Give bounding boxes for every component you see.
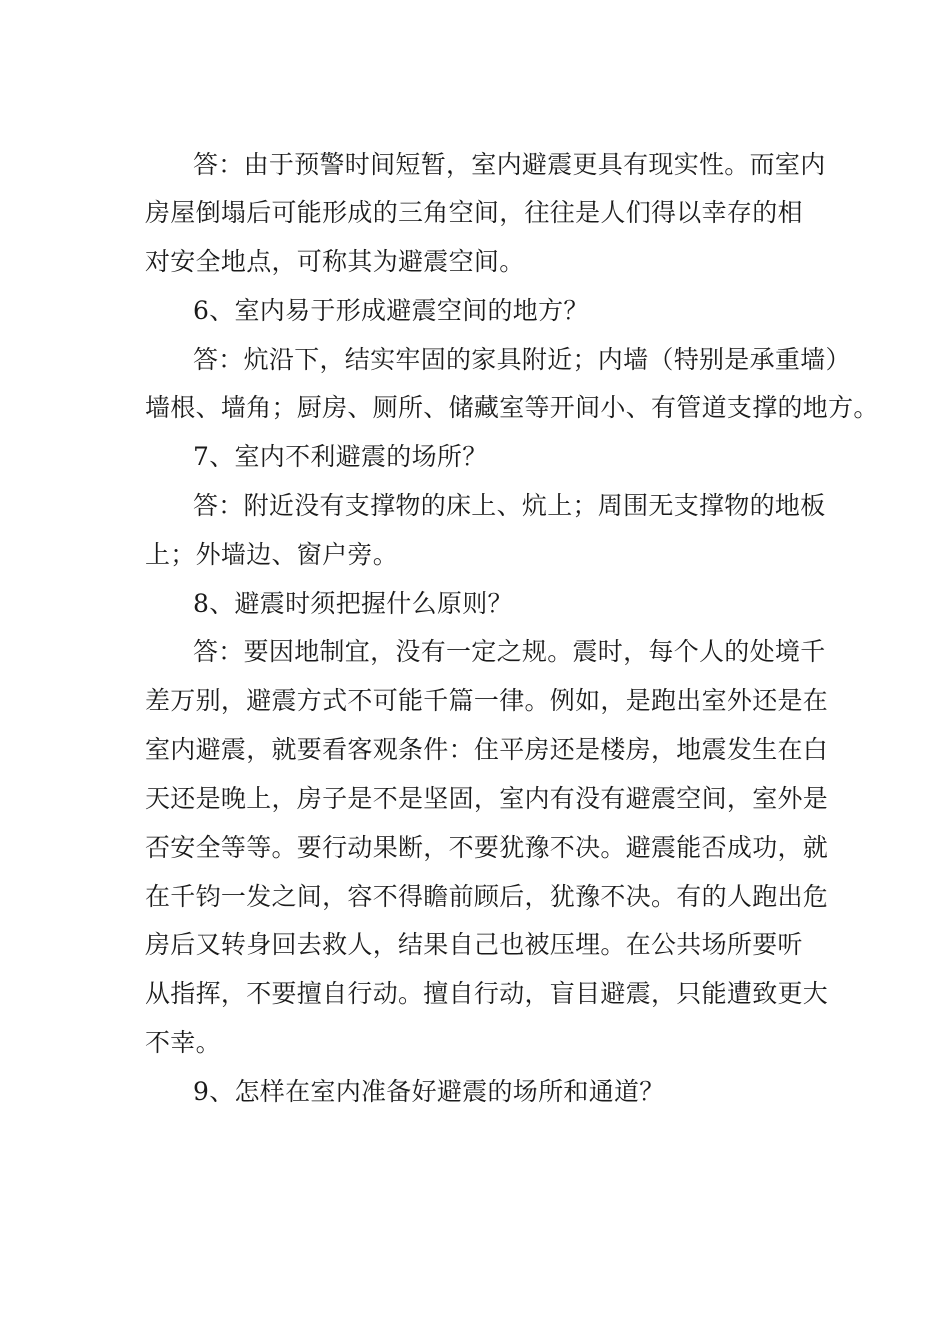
paragraph-answer-5-line-1: 答：由于预警时间短暂，室内避震更具有现实性。而室内 — [193, 150, 826, 179]
paragraph-answer-8-line-6: 在千钧一发之间，容不得瞻前顾后，犹豫不决。有的人跑出危 — [145, 882, 829, 911]
paragraph-answer-8-line-5: 否安全等等。要行动果断，不要犹豫不决。避震能否成功，就 — [145, 833, 829, 862]
paragraph-answer-8-line-1: 答：要因地制宜，没有一定之规。震时，每个人的处境千 — [193, 637, 826, 666]
question-7: 7、室内不利避震的场所？ — [193, 442, 488, 471]
paragraph-answer-8-line-2: 差万别，避震方式不可能千篇一律。例如，是跑出室外还是在 — [145, 686, 829, 715]
question-9: 9、怎样在室内准备好避震的场所和通道？ — [193, 1077, 665, 1106]
paragraph-answer-8-line-4: 天还是晚上，房子是不是坚固，室内有没有避震空间，室外是 — [145, 784, 829, 813]
paragraph-answer-8-line-7: 房后又转身回去救人，结果自己也被压埋。在公共场所要听 — [145, 930, 803, 959]
paragraph-answer-5-line-2: 房屋倒塌后可能形成的三角空间，往往是人们得以幸存的相 — [145, 198, 803, 227]
paragraph-answer-6-line-1: 答：炕沿下，结实牢固的家具附近；内墙（特别是承重墙） — [193, 345, 851, 374]
paragraph-answer-6-line-2: 墙根、墙角；厨房、厕所、储藏室等开间小、有管道支撑的地方。 — [145, 393, 879, 422]
paragraph-answer-8-line-3: 室内避震，就要看客观条件：住平房还是楼房，地震发生在白 — [145, 735, 829, 764]
paragraph-answer-8-line-8: 从指挥，不要擅自行动。擅自行动，盲目避震，只能遭致更大 — [145, 979, 829, 1008]
paragraph-answer-7-line-1: 答：附近没有支撑物的床上、炕上；周围无支撑物的地板 — [193, 491, 826, 520]
paragraph-answer-8-line-9: 不幸。 — [145, 1028, 221, 1057]
question-8: 8、避震时须把握什么原则？ — [193, 589, 513, 618]
question-6: 6、室内易于形成避震空间的地方？ — [193, 296, 589, 325]
paragraph-answer-5-line-3: 对安全地点，可称其为避震空间。 — [145, 247, 525, 276]
paragraph-answer-7-line-2: 上；外墙边、窗户旁。 — [145, 540, 399, 569]
